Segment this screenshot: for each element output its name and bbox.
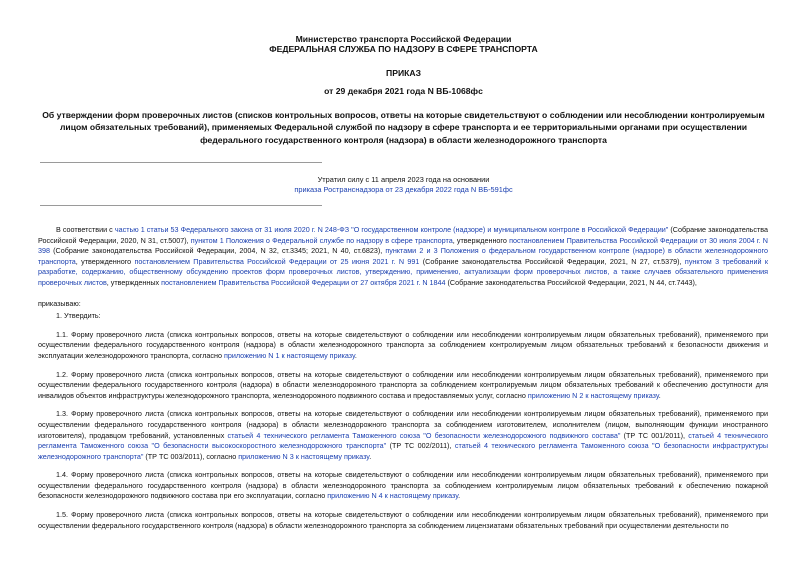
appendix-1-link[interactable]: приложению N 1 к настоящему приказу (223, 350, 355, 360)
item-1-4 (38, 470, 768, 502)
service-heading: ФЕДЕРАЛЬНАЯ СЛУЖБА ПО НАДЗОРУ В СФЕРЕ ТРАНСПОРТА (269, 44, 538, 54)
item-1-2 (38, 370, 768, 402)
lost-force-note: Утратил силу с 11 апреля 2023 года на основании (317, 175, 490, 184)
orders-line: приказываю: (38, 298, 81, 308)
lost-force-link-line (0, 185, 807, 195)
document-title: Об утверждении форм проверочных листов (списков контрольных вопросов, ответы на которые свидетельствуют о соблюдении или несоблюдении контролируемым лицом обязательных требований), применяемых Федеральной службой по надзору в сфере транспорта и ее территориальными органами при осуществлении федерального государственного контроля (надзора) в области железнодорожного транспорта (42, 110, 765, 145)
ministry-heading: Министерство транспорта Российской Федерации (295, 34, 512, 44)
requirements-point3-link[interactable]: пунктом 3 требований к разработке, содержанию, общественному обсуждению проектов форм проверочных листов, утверждению, применению, актуализации форм проверочных листов, а также случаев обязательного применения проверочных листов (38, 256, 768, 287)
item-end: . (354, 350, 357, 360)
item-text: (ТР ТС 001/2011), (620, 430, 689, 440)
item-text: (ТР ТС 002/2011), (386, 441, 455, 451)
approve-line: 1. Утвердить: (56, 311, 101, 321)
appendix-4-link[interactable]: приложению N 4 к настоящему приказу (327, 491, 459, 501)
item-end: . (658, 390, 661, 400)
item-text: 1.2. Форму проверочного листа (списка контрольных вопросов, ответы на которые свидетельствуют о соблюдении или несоблюдении контролируемым лицом обязательных требований), применяемого при осуществлении федерального государственного контроля (надзора) в области железнодорожного транспорта за соблюдением контролируемым лицом обязательных требований к обеспечению доступности для инвалидов объектов инфраструктуры железнодорожного транспорта, железнодорожного подвижного состава и предоставляемых услуг, согласно (38, 369, 768, 400)
preamble-text: , утвержденных (106, 277, 162, 287)
decree-991-link[interactable]: постановлением Правительства Российской Федерации от 25 июня 2021 г. N 991 (134, 256, 420, 266)
preamble-text: , утвержденного (75, 256, 135, 266)
doc-date-number: от 29 декабря 2021 года N ВБ-1068фс (324, 86, 483, 96)
doc-type-heading: ПРИКАЗ (386, 68, 421, 78)
item-text: (ТР ТС 003/2011), согласно (143, 451, 239, 461)
item-text: 1.4. Форму проверочного листа (списка контрольных вопросов, ответы на которые свидетельствуют о соблюдении или несоблюдении контролируемым лицом обязательных требований), применяемого при осуществлении федерального государственного контроля (надзора) в области железнодорожного транспорта за соблюдением контролируемым лицом обязательных требований к обеспечению пожарной безопасности железнодорожного подвижного состава при его эксплуатации, согласно (38, 470, 768, 501)
note-divider (40, 205, 322, 206)
appendix-2-link[interactable]: приложению N 2 к настоящему приказу (527, 390, 659, 400)
preamble-text: (Собрание законодательства Российской Федерации, 2021, N 27, ст.5379), (419, 256, 685, 266)
item-text: 1.5. Форму проверочного листа (списка контрольных вопросов, ответы на которые свидетельствуют о соблюдении или несоблюдении контролируемым лицом обязательных требований), применяемого при осуществлении федерального государственного контроля (надзора) в области железнодорожного транспорта за соблюдением лицензиатами обязательных требований при осуществлении деятельности по (38, 510, 768, 530)
appendix-3-link[interactable]: приложению N 3 к настоящему приказу (238, 451, 370, 461)
preamble-paragraph (38, 225, 768, 289)
item-1-3 (38, 409, 768, 462)
regulation-points-2-3-link[interactable]: пунктами 2 и 3 Положения о федеральном государственном контроле (надзоре) в области железнодорожного транспорта (38, 246, 768, 266)
item-text: 1.1. Форму проверочного листа (списка контрольных вопросов, ответы на которые свидетельствуют о соблюдении или несоблюдении контролируемым лицом обязательных требований), применяемого при осуществлении федерального государственного контроля (надзора) в области железнодорожного транспорта за соблюдением контролируемым лицом обязательных требований к безопасности движения и эксплуатации железнодорожного транспорта, согласно (38, 329, 768, 360)
regulation-point1-link[interactable]: пунктом 1 Положения о Федеральной службе по надзору в сфере транспорта (190, 235, 453, 245)
item-1-1 (38, 330, 768, 362)
preamble-text: В соответствии с (56, 225, 115, 234)
preamble-text: , утвержденного (452, 235, 510, 245)
decree-398-link[interactable]: постановлением Правительства Российской Федерации от 30 июля 2004 г. N 398 (38, 235, 768, 256)
lost-force-link[interactable]: приказа Ространснадзора от 23 декабря 2022 года N ВБ-591фс (294, 185, 513, 194)
law-248-link[interactable]: частью 1 статьи 53 Федерального закона от 31 июля 2020 г. N 248-ФЗ "О государственном контроле (надзоре) и муниципальном контроле в Российской Федерации" (114, 225, 669, 234)
tr-ts-002-link[interactable]: статьей 4 технического регламента Таможенного союза "О безопасности высокоскоростного железнодорожного транспорта" (38, 430, 768, 451)
decree-1844-link[interactable]: постановлением Правительства Российской Федерации от 27 октября 2021 г. N 1844 (161, 277, 446, 287)
item-end: . (458, 491, 461, 501)
item-text: 1.3. Форму проверочного листа (списка контрольных вопросов, ответы на которые свидетельствуют о соблюдении или несоблюдении контролируемым лицом обязательных требований), применяемого при осуществлении федерального государственного контроля (надзора) в области железнодорожного транспорта за соблюдением изготовителем, исполнителем (лицом, выполняющим функции иностранного изготовителя), продавцом требований, установленных (38, 409, 768, 440)
preamble-text: (Собрание законодательства Российской Федерации, 2004, N 32, ст.3345; 2021, N 40, ст.6823), (50, 246, 386, 256)
preamble-text: (Собрание законодательства Российской Федерации, 2020, N 31, ст.5007), (38, 225, 769, 245)
item-end: . (369, 451, 372, 461)
item-1-5 (38, 510, 768, 531)
title-divider (40, 162, 322, 163)
preamble-text: (Собрание законодательства Российской Федерации, 2021, N 44, ст.7443), (445, 277, 697, 287)
tr-ts-003-link[interactable]: статьей 4 технического регламента Таможенного союза "О безопасности инфраструктуры железнодорожного транспорта" (38, 441, 769, 461)
tr-ts-001-link[interactable]: статьей 4 технического регламента Таможенного союза "О безопасности железнодорожного подвижного состава" (227, 430, 621, 440)
document-body (38, 225, 768, 531)
